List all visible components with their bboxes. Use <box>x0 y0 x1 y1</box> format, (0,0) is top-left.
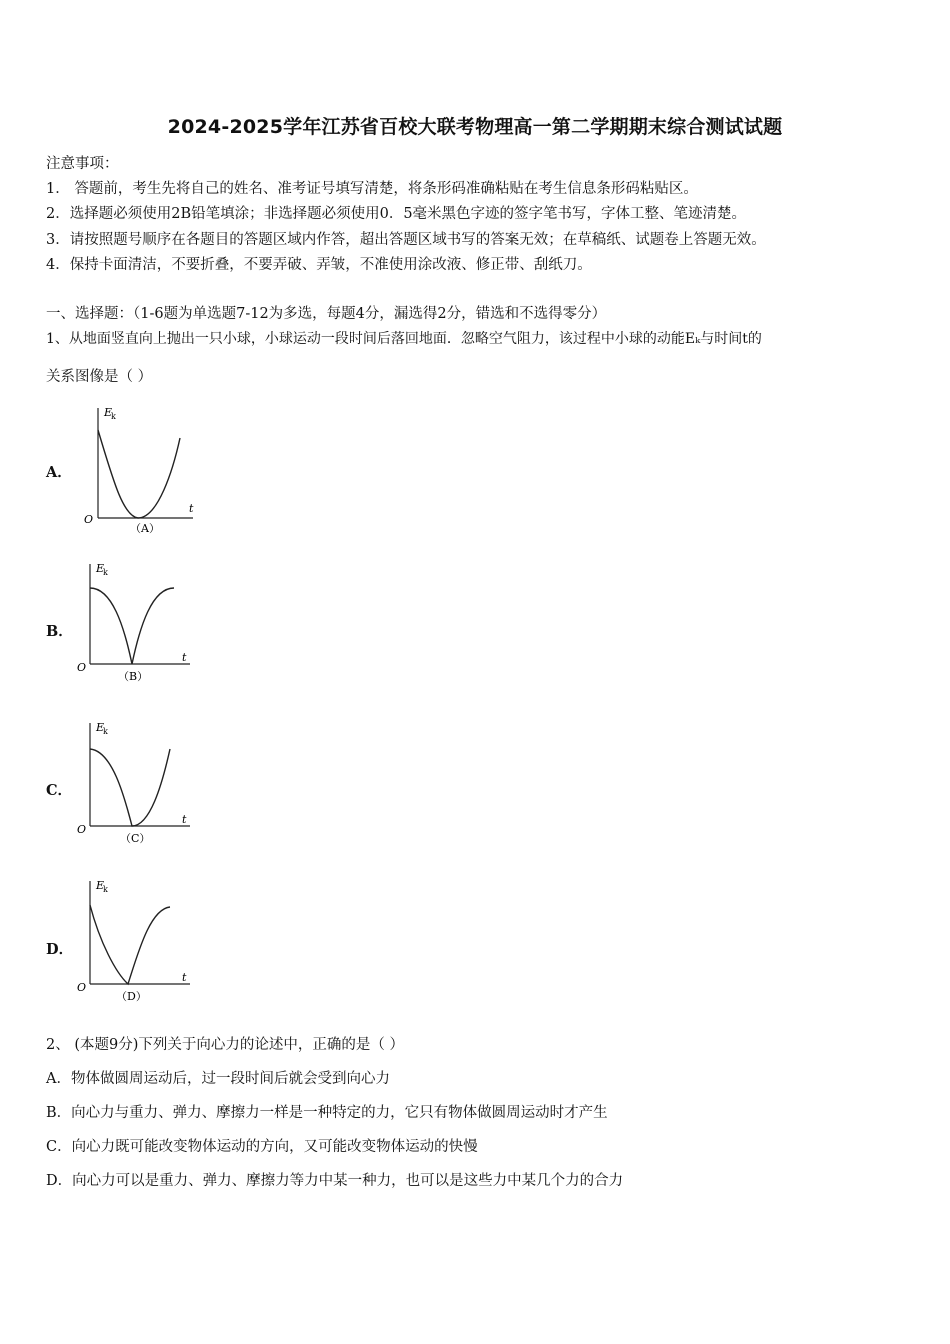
notice-item-1: 1． 答题前，考生先将自己的姓名、准考证号填写清楚，将条形码准确粘贴在考生信息条形码粘贴区。 <box>46 181 698 197</box>
question-2-option-d: D．向心力可以是重力、弹力、摩擦力等力中某一种力，也可以是这些力中某几个力的合力 <box>46 1173 624 1189</box>
y-axis-subscript: k <box>103 727 108 736</box>
y-axis-label: E <box>104 406 113 419</box>
origin-label: O <box>77 661 87 674</box>
graph-caption: （D） <box>116 990 147 1003</box>
question-1-stem: 1、从地面竖直向上抛出一只小球，小球运动一段时间后落回地面．忽略空气阻力，该过程中小球的动能Eₖ与时间t的 <box>46 331 762 347</box>
page-title: 2024-2025学年江苏省百校大联考物理高一第二学期期末综合测试试题 <box>167 116 783 138</box>
x-axis-label: t <box>182 651 187 664</box>
graph-caption: （B） <box>118 670 149 683</box>
y-axis-subscript: k <box>103 568 108 577</box>
option-d-graph <box>72 873 202 1013</box>
question-2-stem: 2、 (本题9分)下列关于向心力的论述中，正确的是（ ） <box>46 1037 404 1053</box>
notice-heading: 注意事项： <box>46 156 119 172</box>
origin-label: O <box>77 981 87 994</box>
option-c-label: C． <box>46 782 73 799</box>
option-d-label: D． <box>46 941 74 958</box>
notice-item-4: 4．保持卡面清洁，不要折叠，不要弄破、弄皱，不准使用涂改液、修正带、刮纸刀。 <box>46 257 592 273</box>
question-2-option-c: C．向心力既可能改变物体运动的方向，又可能改变物体运动的快慢 <box>46 1139 478 1155</box>
x-axis-label: t <box>182 813 187 826</box>
question-1-stem-cont: 关系图像是（ ） <box>46 369 153 385</box>
option-a-graph <box>78 400 208 540</box>
notice-item-2: 2．选择题必须使用2B铅笔填涂；非选择题必须使用0．5毫米黑色字迹的签字笔书写，字体工整、笔迹清楚。 <box>46 206 747 222</box>
y-axis-subscript: k <box>103 885 108 894</box>
graph-caption: （C） <box>120 832 151 845</box>
section-heading: 一、选择题：（1-6题为单选题7-12为多选，每题4分，漏选得2分，错选和不选得零分） <box>46 306 607 322</box>
graph-caption: （A） <box>130 522 160 535</box>
y-axis-label: E <box>96 721 105 734</box>
option-b-graph <box>72 556 202 696</box>
question-2-option-b: B．向心力与重力、弹力、摩擦力一样是一种特定的力，它只有物体做圆周运动时才产生 <box>46 1105 608 1121</box>
question-2-option-a: A．物体做圆周运动后，过一段时间后就会受到向心力 <box>46 1071 390 1087</box>
notice-item-3: 3．请按照题号顺序在各题目的答题区域内作答，超出答题区域书写的答案无效；在草稿纸、试题卷上答题无效。 <box>46 232 766 248</box>
option-a-label: A． <box>46 464 72 481</box>
y-axis-label: E <box>96 562 105 575</box>
y-axis-label: E <box>96 879 105 892</box>
origin-label: O <box>77 823 87 836</box>
y-axis-subscript: k <box>111 412 116 421</box>
origin-label: O <box>84 513 94 526</box>
option-b-label: B． <box>46 623 73 640</box>
x-axis-label: t <box>182 971 187 984</box>
x-axis-label: t <box>189 502 194 515</box>
option-c-graph <box>72 715 202 855</box>
